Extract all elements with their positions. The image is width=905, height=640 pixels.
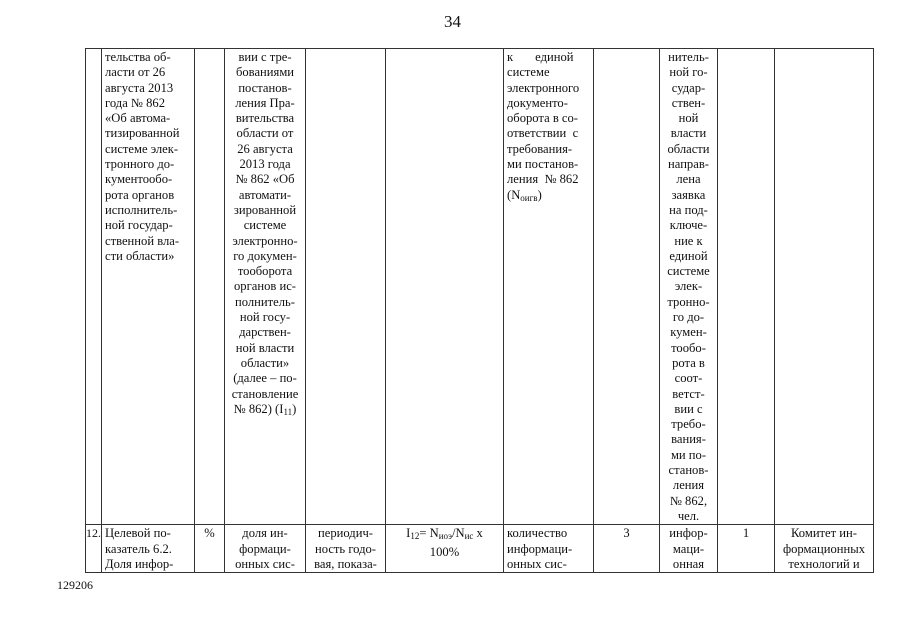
cell-formula — [386, 525, 504, 573]
indicators-line: оборота в со- — [507, 111, 578, 126]
indicators-subscript: оигв — [520, 192, 538, 203]
cell-responsible: Комитет ин- формационных технологий и — [775, 525, 874, 573]
cell-periodicity — [306, 49, 386, 525]
definition-subscript: 11 — [283, 406, 293, 417]
cell-definition: доля ин- формаци- онных сис- — [225, 525, 306, 573]
cell-unit — [195, 49, 225, 525]
cell-name: тельства об- ласти от 26 августа 2013 года № 862 «Об автома- тизированной системе элек- тронного до- кументообо- рота органов исполнитель- ной государ- ственной вла- сти области» — [102, 49, 195, 525]
definition-tail: ) — [292, 401, 297, 416]
indicators-line: ответствии с — [507, 126, 579, 141]
cell-indicators: количество информаци- онных сис- — [504, 525, 594, 573]
indicators-line: требования- — [507, 141, 573, 156]
cell-col9: 1 — [718, 525, 775, 573]
cell-source: нитель- ной го- судар- ствен- ной власти области направ- лена заявка на под- ключе- ние к единой системе элек- тронно- го до- кумен- тообо- рота в соот- ветст- вии с требо- вания- ми по- станов- ления № 862, чел. — [660, 49, 718, 525]
indicators-line: электронного — [507, 80, 580, 95]
indicators-line: системе — [507, 65, 550, 80]
table-row-12 — [86, 525, 874, 573]
formula-line-2: 100% — [429, 544, 460, 559]
cell-col7 — [594, 49, 660, 525]
cell-periodicity: периодич- ность годо- вая, показа- — [306, 525, 386, 573]
cell-definition — [225, 49, 306, 525]
definition-text: вии с тре- бованиями постанов- ления Пра- вительства области от 26 августа 2013 года № 862 «Об автомати- зированной системе электронно- го докумен- тооборота органов ис- полнитель- ной госу- дарствен- ной власти области» (далее – по- становление № 862) (I — [231, 50, 299, 416]
indicators-last-line: $(N_{оигв})$ — [507, 187, 542, 203]
cell-number: 12. — [86, 525, 102, 573]
cell-col7: 3 — [594, 525, 660, 573]
indicators-line: ления № 862 — [507, 172, 579, 187]
indicators-text — [507, 50, 590, 188]
cell-indicators — [504, 49, 594, 525]
document-code: 129206 — [57, 578, 93, 592]
cell-number — [86, 49, 102, 525]
cell-responsible — [775, 49, 874, 525]
cell-formula — [386, 49, 504, 525]
indicators-table — [85, 48, 874, 573]
cell-name: Целевой по- казатель 6.2. Доля инфор- — [102, 525, 195, 573]
table-row-continuation — [86, 49, 874, 525]
indicators-line: документо- — [507, 95, 568, 110]
cell-source: инфор- маци- онная — [660, 525, 718, 573]
cell-col9 — [718, 49, 775, 525]
indicators-line: ми постанов- — [507, 157, 579, 172]
formula-line-1: $I_{12}= N_{иоэ}/N_{ис}$ х — [406, 526, 483, 542]
cell-unit: % — [195, 525, 225, 573]
page-number: 34 — [444, 12, 461, 31]
indicators-line: к единой — [507, 50, 574, 64]
